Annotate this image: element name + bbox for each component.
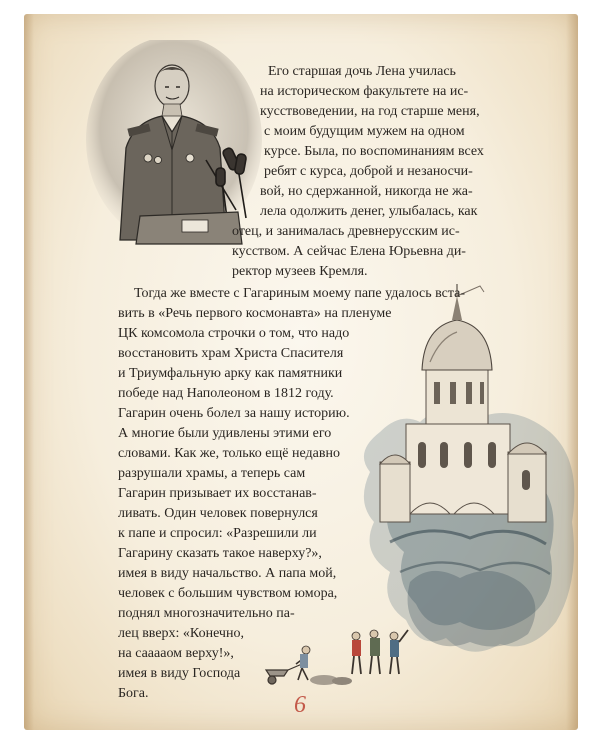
text-line: с моим будущим мужем на одном <box>264 124 465 139</box>
text-line: Тогда же вместе с Гагариным моему папе удалось вста- <box>134 286 466 301</box>
text-line: Гагарин призывает их восстанав- <box>118 486 317 501</box>
text-line: Бога. <box>118 686 149 701</box>
text-line: Его старшая дочь Лена училась <box>268 64 456 79</box>
book-page <box>24 14 578 730</box>
page-number: 6 <box>294 692 306 718</box>
text-line: разрушали храмы, а теперь сам <box>118 466 306 481</box>
text-line: имея в виду начальство. А папа мой, <box>118 566 337 581</box>
text-line: восстановить храм Христа Спасителя <box>118 346 344 361</box>
text-line: на историческом факультете на ис- <box>260 84 469 99</box>
text-line: поднял многозначительно па- <box>118 606 295 621</box>
text-line: ребят с курса, доброй и незаносчи- <box>264 164 473 179</box>
text-block-bottom <box>24 14 578 730</box>
text-line: и Триумфальную арку как памятники <box>118 366 343 381</box>
text-line: кусствоведении, на год старше меня, <box>260 104 480 119</box>
text-line: вой, но сдержанной, никогда не жа- <box>260 184 473 199</box>
text-line: ливать. Один человек повернулся <box>118 506 318 521</box>
text-line: победе над Наполеоном в 1812 году. <box>118 386 334 401</box>
text-line: имея в виду Господа <box>118 666 241 681</box>
text-line: на сааааом верху!», <box>118 646 234 661</box>
text-line: отец, и занималась древнерусским ис- <box>232 224 460 239</box>
text-line: ректор музеев Кремля. <box>232 264 368 279</box>
text-line: человек с большим чувством юмора, <box>118 586 338 601</box>
text-line: Гагарину сказать такое наверху?», <box>118 546 322 561</box>
text-line: ЦК комсомола строчки о том, что надо <box>118 326 350 341</box>
text-line: словами. Как же, только ещё недавно <box>118 446 340 461</box>
text-line: кусством. А сейчас Елена Юрьевна ди- <box>232 244 466 259</box>
text-line: лела одолжить денег, улыбалась, как <box>260 204 478 219</box>
text-line: курсе. Была, по воспоминаниям всех <box>264 144 484 159</box>
text-line: А многие были удивлены этими его <box>118 426 332 441</box>
text-line: лец вверх: «Конечно, <box>118 626 244 641</box>
text-line: Гагарин очень болел за нашу историю. <box>118 406 350 421</box>
text-line: к папе и спросил: «Разрешили ли <box>118 526 317 541</box>
text-line: вить в «Речь первого космонавта» на пленуме <box>118 306 392 321</box>
